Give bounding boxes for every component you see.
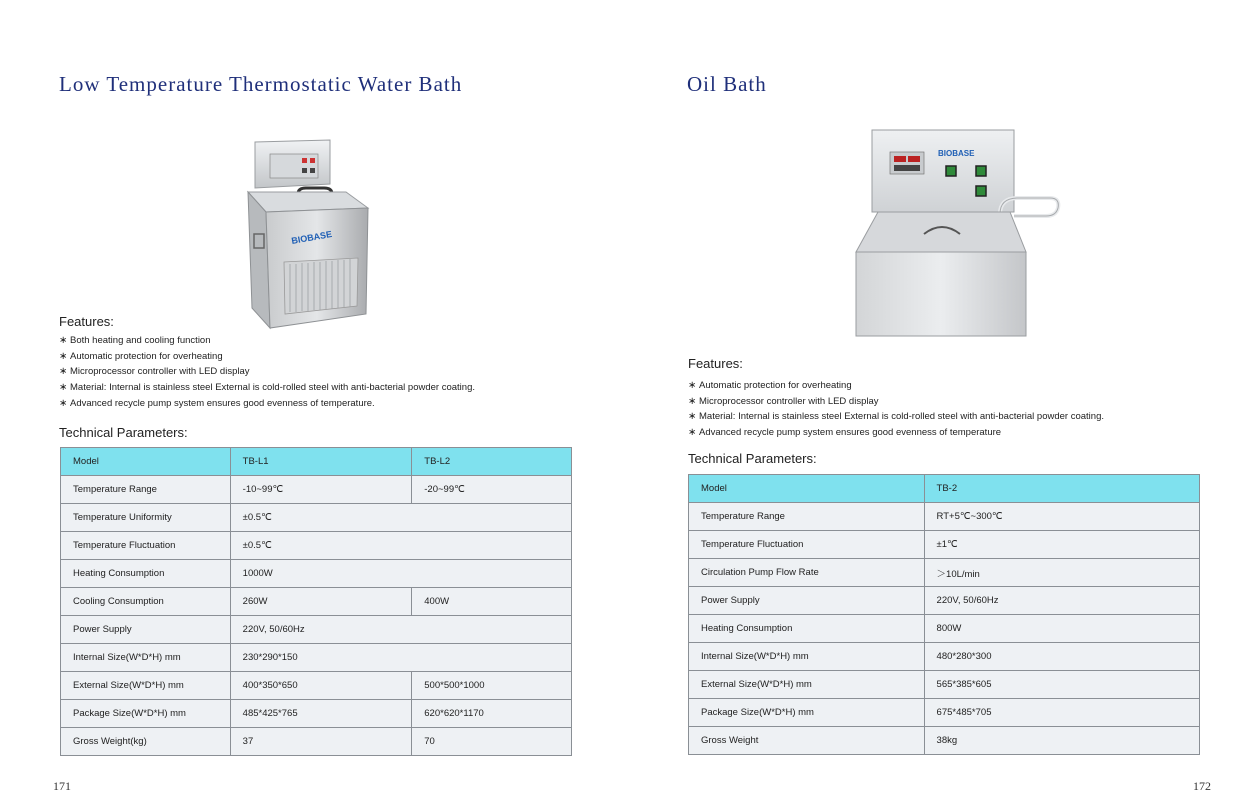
oil-bath-photo [850,126,1065,340]
table-row [689,503,1200,531]
list-item: ∗ Microprocessor controller with LED display [59,364,475,380]
table-header-cell: Model [689,475,925,503]
water-bath-brand-logo: BIOBASE [290,228,333,246]
table-row [689,587,1200,615]
list-item: ∗ Material: Internal is stainless steel External is cold-rolled steel with anti-bacterial powder coating. [688,409,1104,425]
table-cell: Power Supply [61,616,231,644]
table-row [61,532,572,560]
table-cell: 220V, 50/60Hz [230,616,571,644]
table-row [689,699,1200,727]
table-header-row [61,448,572,476]
asterisk-bullet-icon: ∗ [59,397,68,409]
table-row [61,504,572,532]
right-features-list [688,378,1104,441]
right-tech-params-heading: Technical Parameters: [688,451,817,466]
list-item: ∗ Automatic protection for overheating [59,349,475,365]
table-cell: RT+5℃~300℃ [924,503,1199,531]
table-row [61,728,572,756]
left-features-list [59,333,475,412]
table-cell: Temperature Range [61,476,231,504]
right-features-heading: Features: [688,356,743,371]
table-cell: ±1℃ [924,531,1199,559]
table-cell: Internal Size(W*D*H) mm [61,644,231,672]
table-row [689,643,1200,671]
left-page-number: 171 [53,779,71,793]
table-cell: 1000W [230,560,571,588]
asterisk-bullet-icon: ∗ [688,411,697,423]
table-header-cell: TB-2 [924,475,1199,503]
table-row [689,531,1200,559]
table-cell: 260W [230,588,412,616]
table-cell: -20~99℃ [412,476,572,504]
right-page-title: Oil Bath [687,72,767,96]
table-cell: 230*290*150 [230,644,571,672]
left-features-heading: Features: [59,314,114,329]
list-item: ∗ Material: Internal is stainless steel External is cold-rolled steel with anti-bacterial powder coating. [59,380,475,396]
table-cell: ＞10L/min [924,559,1199,587]
table-row [61,644,572,672]
table-cell: 485*425*765 [230,700,412,728]
table-cell: Temperature Range [689,503,925,531]
table-row [61,616,572,644]
list-item: ∗ Advanced recycle pump system ensures good evenness of temperature [688,425,1104,441]
table-cell: Gross Weight [689,727,925,755]
table-cell: 400*350*650 [230,672,412,700]
table-cell: Temperature Fluctuation [689,531,925,559]
asterisk-bullet-icon: ∗ [688,380,697,391]
table-cell: Circulation Pump Flow Rate [689,559,925,587]
table-cell: Temperature Fluctuation [61,532,231,560]
table-header-cell: TB-L1 [230,448,412,476]
table-cell: 400W [412,588,572,616]
table-row [61,700,572,728]
table-header-row [689,475,1200,503]
list-item: ∗ Microprocessor controller with LED display [688,394,1104,410]
table-row [61,560,572,588]
table-cell: Internal Size(W*D*H) mm [689,643,925,671]
left-page-title: Low Temperature Thermostatic Water Bath [59,72,463,96]
table-cell: Cooling Consumption [61,588,231,616]
table-row [689,615,1200,643]
table-cell: ±0.5℃ [230,532,571,560]
table-cell: ±0.5℃ [230,504,571,532]
table-cell: 565*385*605 [924,671,1199,699]
table-header-cell: Model [61,448,231,476]
table-cell: Heating Consumption [61,560,231,588]
table-row [689,671,1200,699]
table-cell: External Size(W*D*H) mm [61,672,231,700]
asterisk-bullet-icon: ∗ [688,427,697,439]
right-spec-table [688,474,1200,755]
asterisk-bullet-icon: ∗ [59,366,68,378]
list-item: ∗ Advanced recycle pump system ensures good evenness of temperature. [59,396,475,412]
table-cell: Gross Weight(kg) [61,728,231,756]
table-row [61,672,572,700]
table-row [689,559,1200,587]
table-cell: 800W [924,615,1199,643]
table-cell: 500*500*1000 [412,672,572,700]
list-item: ∗ Both heating and cooling function [59,333,475,349]
table-cell: 220V, 50/60Hz [924,587,1199,615]
asterisk-bullet-icon: ∗ [59,335,68,346]
table-cell: 70 [412,728,572,756]
table-cell: 620*620*1170 [412,700,572,728]
table-cell: Package Size(W*D*H) mm [61,700,231,728]
left-tech-params-heading: Technical Parameters: [59,425,188,440]
table-row [61,588,572,616]
table-header-cell: TB-L2 [412,448,572,476]
table-cell: Heating Consumption [689,615,925,643]
table-cell: -10~99℃ [230,476,412,504]
list-item: ∗ Automatic protection for overheating [688,378,1104,394]
table-row [689,727,1200,755]
table-cell: 480*280*300 [924,643,1199,671]
asterisk-bullet-icon: ∗ [688,395,697,407]
table-cell: Temperature Uniformity [61,504,231,532]
asterisk-bullet-icon: ∗ [59,350,68,362]
water-bath-photo [240,136,375,332]
oil-bath-brand-logo: BIOBASE [938,149,975,158]
right-page-number: 172 [1193,779,1211,793]
table-row [61,476,572,504]
table-cell: 675*485*705 [924,699,1199,727]
table-cell: 37 [230,728,412,756]
table-cell: 38kg [924,727,1199,755]
table-cell: External Size(W*D*H) mm [689,671,925,699]
asterisk-bullet-icon: ∗ [59,382,68,394]
table-cell: Power Supply [689,587,925,615]
table-cell: Package Size(W*D*H) mm [689,699,925,727]
left-spec-table [60,447,572,756]
